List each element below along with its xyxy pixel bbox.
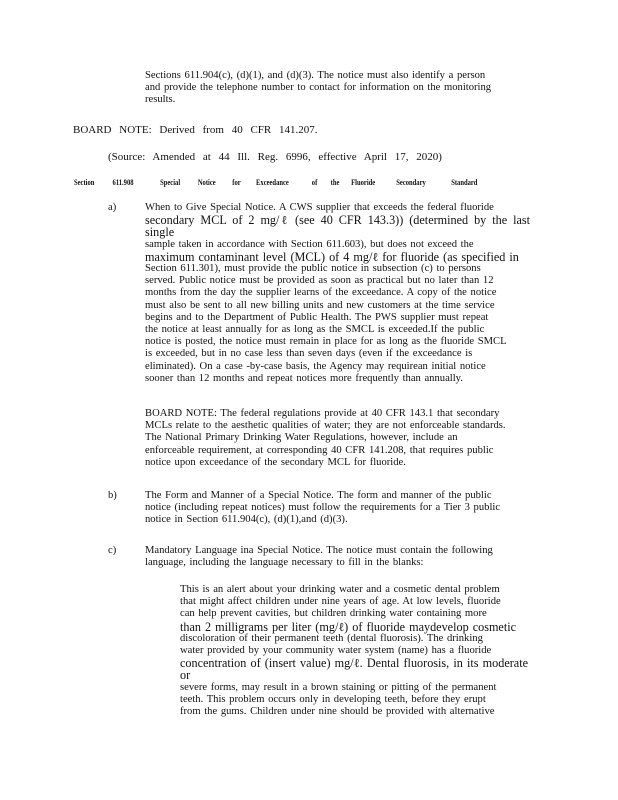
text-line: notice upon exceedance of the secondary MCL for fluoride. bbox=[145, 456, 406, 468]
text-line: notice is posted, the notice must remain in place for as long as the fluoride SMCL bbox=[145, 336, 507, 348]
text-line: sample taken in accordance with Section 611.603), but does not exceed the bbox=[145, 238, 474, 250]
text-line: notice (including repeat notices) must follow the requirements for a Tier 3 public bbox=[145, 502, 501, 514]
text-line: concentration of (insert value) mg/ℓ. Dental fluorosis, in its moderate or bbox=[180, 656, 528, 683]
heading-word: Secondary bbox=[396, 178, 426, 187]
source-note: (Source: Amended at 44 Ill. Reg. 6996, effective April 17, 2020) bbox=[108, 151, 442, 163]
subsection-a-label: a) bbox=[108, 202, 117, 213]
text-line: and provide the telephone number to contact for information on the monitoring bbox=[145, 82, 492, 94]
heading-word: Section bbox=[74, 178, 95, 187]
text-line: months from the day the supplier learns of the exceedance. A copy of the notice bbox=[145, 287, 497, 299]
text-line: water provided by your community water system (name) has a fluoride bbox=[180, 645, 492, 657]
text-line: severe forms, may result in a brown staining or pitting of the permanent bbox=[180, 681, 497, 693]
heading-word: Exceedance bbox=[256, 178, 289, 187]
text-line: notice in Section 611.904(c), (d)(1),and (d)(3). bbox=[145, 514, 348, 526]
text-line: must also be sent to all new billing units and new customers at the time service bbox=[145, 299, 495, 311]
subsection-b-text bbox=[145, 490, 523, 527]
text-line: MCLs relate to the aesthetic qualities of water; they are not enforceable standards. bbox=[145, 420, 506, 432]
text-line: BOARD NOTE: The federal regulations provide at 40 CFR 143.1 that secondary bbox=[145, 408, 500, 419]
text-line: is exceeded, but in no case less than seven days (even if the exceedance is bbox=[145, 348, 473, 360]
text-line: This is an alert about your drinking water and a cosmetic dental problem bbox=[180, 584, 500, 595]
subsection-a-text bbox=[145, 202, 530, 385]
heading-word: for bbox=[232, 178, 241, 187]
text-line: begins and to the Department of Public Health. The PWS supplier must repeat bbox=[145, 311, 489, 323]
section-heading bbox=[74, 177, 478, 189]
heading-word: the bbox=[330, 178, 340, 187]
text-line: than 2 milligrams per liter (mg/ℓ) of fluoride maydevelop cosmetic bbox=[180, 619, 517, 634]
text-line: that might affect children under nine years of age. At low levels, fluoride bbox=[180, 596, 501, 608]
text-line: secondary MCL of 2 mg/ℓ (see 40 CFR 143.3)) (determined by the last single bbox=[145, 213, 530, 240]
heading-word: Standard bbox=[451, 178, 478, 187]
text-line: can help prevent cavities, but children drinking water containing more bbox=[180, 608, 487, 620]
subsection-c-label: c) bbox=[108, 545, 117, 556]
text-line: discoloration of their permanent teeth (dental fluorosis). The drinking bbox=[180, 632, 483, 644]
subsection-b-label: b) bbox=[108, 490, 117, 501]
subsection-a-board-note bbox=[145, 408, 530, 469]
heading-word: Special bbox=[160, 178, 181, 187]
text-line: Sections 611.904(c), (d)(1), and (d)(3). The notice must also identify a person bbox=[145, 70, 486, 81]
text-line: served. Public notice must be provided as soon as practical but no later than 12 bbox=[145, 275, 494, 287]
heading-word: of bbox=[311, 178, 318, 187]
heading-word: Notice bbox=[197, 178, 216, 187]
text-line: The Form and Manner of a Special Notice. The form and manner of the public bbox=[145, 490, 492, 501]
text-line: results. bbox=[145, 94, 176, 106]
heading-word: 611.908 bbox=[112, 178, 134, 187]
heading-word: Fluoride bbox=[351, 178, 376, 187]
text-line: language, including the language necessary to fill in the blanks: bbox=[145, 557, 424, 569]
text-line: the notice at least annually for as long as the SMCL is exceeded.If the public bbox=[145, 324, 485, 336]
text-line: The National Primary Drinking Water Regulations, however, include an bbox=[145, 432, 458, 444]
text-line: When to Give Special Notice. A CWS supplier that exceeds the federal fluoride bbox=[145, 202, 494, 213]
text-line: maximum contaminant level (MCL) of 4 mg/ℓ for fluoride (as specified in bbox=[145, 249, 519, 264]
mandatory-language-quote bbox=[180, 584, 528, 718]
text-line: sooner than 12 months and repeat notices more frequently than annually. bbox=[145, 372, 463, 384]
text-line: eliminated). On a case -by-case basis, the Agency may requirean initial notice bbox=[145, 360, 486, 372]
text-line: enforceable requirement, at corresponding 40 CFR 141.208, that requires public bbox=[145, 444, 494, 456]
text-line: from the gums. Children under nine should be provided with alternative bbox=[180, 706, 495, 718]
board-note: BOARD NOTE: Derived from 40 CFR 141.207. bbox=[73, 124, 318, 136]
subsection-c-text bbox=[145, 545, 523, 569]
text-line: Section 611.301), must provide the public notice in subsection (c) to persons bbox=[145, 263, 481, 275]
text-line: Mandatory Language ina Special Notice. The notice must contain the following bbox=[145, 545, 493, 556]
intro-paragraph bbox=[145, 70, 519, 107]
text-line: teeth. This problem occurs only in developing teeth, before they erupt bbox=[180, 693, 486, 705]
